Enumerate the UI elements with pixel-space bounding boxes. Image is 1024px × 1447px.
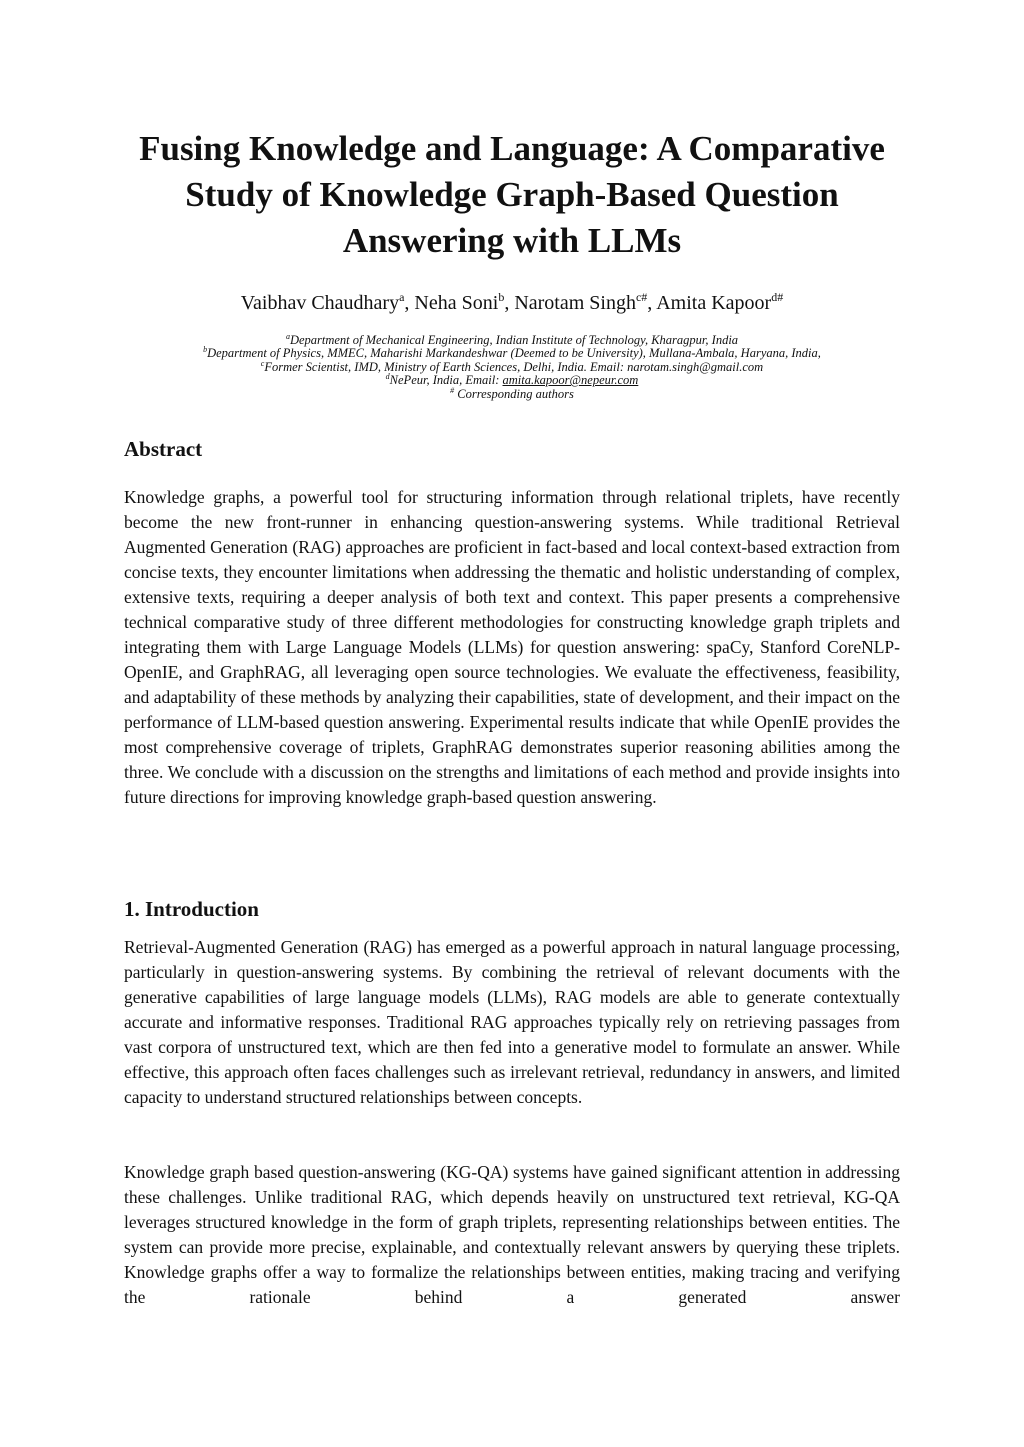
title-line: Answering with LLMs (342, 221, 682, 260)
abstract-heading: Abstract (124, 437, 203, 461)
author: Vaibhav Chaudhary$^a$, (240, 290, 415, 314)
affiliation: $^a$Department of Mechanical Engineering, Indian Institute of Technology, Kharagpur, India (285, 332, 739, 347)
introduction-paragraph: Knowledge graph based question-answering (KG-QA) systems have gained significant attention in addressing these challenges. Unlike traditional RAG, which depends heavily on unstructured text retrieval, KG-QA leverages structured knowledge in the form of graph triplets, representing relationships between entities. The system can provide more precise, explainable, and contextually relevant answers by querying these triplets. Knowledge graphs offer a way to formalize the relationships between entities, making tracing and verifying the rationale behind a generated answer (124, 1162, 900, 1307)
affiliation: $^c$Former Scientist, IMD, Ministry of Earth Sciences, Delhi, India. Email: narotam.singh@gmail.com (260, 358, 764, 374)
corresponding-note: # Corresponding authors (450, 385, 574, 401)
author-list (0, 290, 1024, 316)
introduction-paragraph: Retrieval-Augmented Generation (RAG) has emerged as a powerful approach in natural language processing, particularly in question-answering systems. By combining the retrieval of relevant documents with the generative capabilities of large language models (LLMs), RAG models are able to generate contextually accurate and informative responses. Traditional RAG approaches typically rely on retrieving passages from vast corpora of unstructured text, which are then fed into a generative model to formulate an answer. While effective, this approach often faces challenges such as irrelevant retrieval, redundancy in answers, and limited capacity to understand structured relationships between concepts. (124, 937, 900, 1107)
author: Neha Soni$^b$, (414, 290, 515, 314)
affiliation: $^d$NePeur, India, Email: amita.kapoor@nepeur.com (385, 372, 639, 388)
abstract-text: Knowledge graphs, a powerful tool for structuring information through relational triplets, have recently become the new front-runner in enhancing question-answering systems. While traditional Retrieval Augmented Generation (RAG) approaches are proficient in fact-based and local context-based extraction from concise texts, they encounter limitations when addressing the thematic and holistic understanding of complex, extensive texts, requiring a deeper analysis of both text and context. This paper presents a comprehensive technical comparative study of three different methodologies for constructing knowledge graph triplets and integrating them with Large Language Models (LLMs) for question answering: spaCy, Stanford CoreNLP-OpenIE, and GraphRAG, all leveraging open source technologies. We evaluate the effectiveness, feasibility, and adaptability of these methods by analyzing their capabilities, state of development, and their impact on the performance of LLM-based question answering. Experimental results indicate that while OpenIE provides the most comprehensive coverage of triplets, GraphRAG demonstrates superior reasoning abilities among the three. We conclude with a discussion on the strengths and limitations of each method and provide insights into future directions for improving knowledge graph-based question answering. (124, 487, 900, 807)
author: Amita Kapoor$^{d\#}$ (656, 290, 784, 314)
affiliation-list (0, 334, 1024, 401)
title-line: Study of Knowledge Graph-Based Question (185, 175, 839, 214)
introduction-heading: 1. Introduction (124, 897, 259, 921)
author: Narotam Singh$^{c\#}$, (514, 290, 657, 314)
title-line: Fusing Knowledge and Language: A Comparative (139, 129, 885, 168)
paper-title (100, 126, 924, 264)
affiliation: $^b$Department of Physics, MMEC, Maharishi Markandeshwar (Deemed to be University), Mullana-Ambala, Haryana, India, (203, 345, 821, 361)
email-link[interactable]: amita.kapoor@nepeur.com (502, 373, 639, 388)
